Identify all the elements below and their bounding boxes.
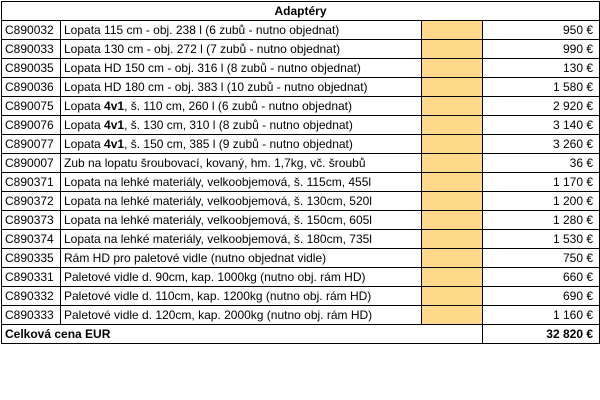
table-row [2,97,600,116]
table-row [2,40,600,59]
item-description [61,192,422,211]
table-row [2,192,600,211]
item-description [61,249,422,268]
item-price: 1 200 € [483,192,600,211]
table-row [2,287,600,306]
table-row [2,21,600,40]
quantity-input-cell[interactable] [422,306,483,325]
quantity-input-cell[interactable] [422,211,483,230]
item-code: C890331 [2,268,61,287]
quantity-input-cell[interactable] [422,230,483,249]
item-price: 1 280 € [483,211,600,230]
item-description [61,211,422,230]
item-code: C890076 [2,116,61,135]
description-model: 4v1 [104,117,125,132]
item-code: C890035 [2,59,61,78]
item-description [61,78,422,97]
description-text: Lopata 130 cm - obj. 272 l (7 zubů - nutno objednat) [64,41,341,56]
description-text: Lopata na lehké materiály, velkoobjemová, š. 150cm, 605l [64,212,372,227]
table-row [2,78,600,97]
quantity-input-cell[interactable] [422,268,483,287]
item-code: C890335 [2,249,61,268]
description-text: Lopata na lehké materiály, velkoobjemová, š. 115cm, 455l [64,174,372,189]
quantity-input-cell[interactable] [422,135,483,154]
description-model: 4v1 [104,136,125,151]
description-text: Zub na lopatu šroubovací, kovaný, hm. 1,7kg, vč. šroubů [64,155,366,170]
quantity-input-cell[interactable] [422,287,483,306]
quantity-input-cell[interactable] [422,154,483,173]
item-description [61,21,422,40]
quantity-input-cell[interactable] [422,249,483,268]
description-text: Lopata [64,117,105,132]
description-text-rest: , š. 130 cm, 310 l (8 zubů - nutno objednat) [124,117,353,132]
item-price: 3 260 € [483,135,600,154]
item-code: C890372 [2,192,61,211]
item-description [61,40,422,59]
quantity-input-cell[interactable] [422,78,483,97]
table-row [2,154,600,173]
description-text: Lopata na lehké materiály, velkoobjemová, š. 130cm, 520l [64,193,372,208]
description-text: Paletové vidle d. 120cm, kap. 2000kg (nutno obj. rám HD) [64,307,373,322]
description-text: Paletové vidle d. 90cm, kap. 1000kg (nutno obj. rám HD) [64,269,366,284]
item-price: 1 160 € [483,306,600,325]
total-label: Celková cena EUR [2,325,483,344]
description-text-rest: , š. 150 cm, 385 l (9 zubů - nutno objednat) [124,136,353,151]
item-description [61,154,422,173]
description-text: Lopata HD 150 cm - obj. 316 l (8 zubů - nutno objednat) [64,60,361,75]
table-row [2,211,600,230]
description-text: Paletové vidle d. 110cm, kap. 1200kg (nutno obj. rám HD) [64,288,372,303]
title-row [2,2,600,21]
item-code: C890332 [2,287,61,306]
table-row [2,306,600,325]
quantity-input-cell[interactable] [422,97,483,116]
table-row [2,116,600,135]
item-code: C890033 [2,40,61,59]
item-price: 690 € [483,287,600,306]
description-text: Lopata [64,98,105,113]
item-code: C890374 [2,230,61,249]
table-body [2,21,600,325]
item-price: 950 € [483,21,600,40]
table-title: Adaptéry [2,2,600,21]
quantity-input-cell[interactable] [422,21,483,40]
item-description [61,173,422,192]
item-price: 130 € [483,59,600,78]
description-text-rest: , š. 110 cm, 260 l (6 zubů - nutno objednat) [124,98,352,113]
quantity-input-cell[interactable] [422,59,483,78]
total-row [2,325,600,344]
item-price: 36 € [483,154,600,173]
table-row [2,59,600,78]
item-price: 1 530 € [483,230,600,249]
total-value: 32 820 € [483,325,600,344]
quantity-input-cell[interactable] [422,192,483,211]
description-text: Lopata HD 180 cm - obj. 383 l (10 zubů - nutno objednat) [64,79,368,94]
item-description [61,268,422,287]
item-code: C890032 [2,21,61,40]
item-code: C890333 [2,306,61,325]
table-row [2,135,600,154]
description-text: Lopata 115 cm - obj. 238 l (6 zubů - nutno objednat) [64,22,340,37]
item-description [61,59,422,78]
item-code: C890371 [2,173,61,192]
description-text: Rám HD pro paletové vidle (nutno objednat vidle) [64,250,327,265]
table-row [2,249,600,268]
item-description [61,287,422,306]
item-code: C890036 [2,78,61,97]
quantity-input-cell[interactable] [422,40,483,59]
description-text: Lopata na lehké materiály, velkoobjemová, š. 180cm, 735l [64,231,372,246]
item-description [61,116,422,135]
item-description [61,230,422,249]
item-description [61,135,422,154]
item-price: 1 580 € [483,78,600,97]
item-description [61,306,422,325]
item-code: C890077 [2,135,61,154]
description-text: Lopata [64,136,105,151]
item-price: 2 920 € [483,97,600,116]
item-price: 1 170 € [483,173,600,192]
quantity-input-cell[interactable] [422,116,483,135]
item-description [61,97,422,116]
quantity-input-cell[interactable] [422,173,483,192]
description-model: 4v1 [104,98,125,113]
item-price: 750 € [483,249,600,268]
table-row [2,268,600,287]
table-row [2,230,600,249]
price-table [1,1,600,344]
item-code: C890075 [2,97,61,116]
table-row [2,173,600,192]
item-code: C890373 [2,211,61,230]
item-price: 990 € [483,40,600,59]
item-price: 660 € [483,268,600,287]
item-code: C890007 [2,154,61,173]
item-price: 3 140 € [483,116,600,135]
